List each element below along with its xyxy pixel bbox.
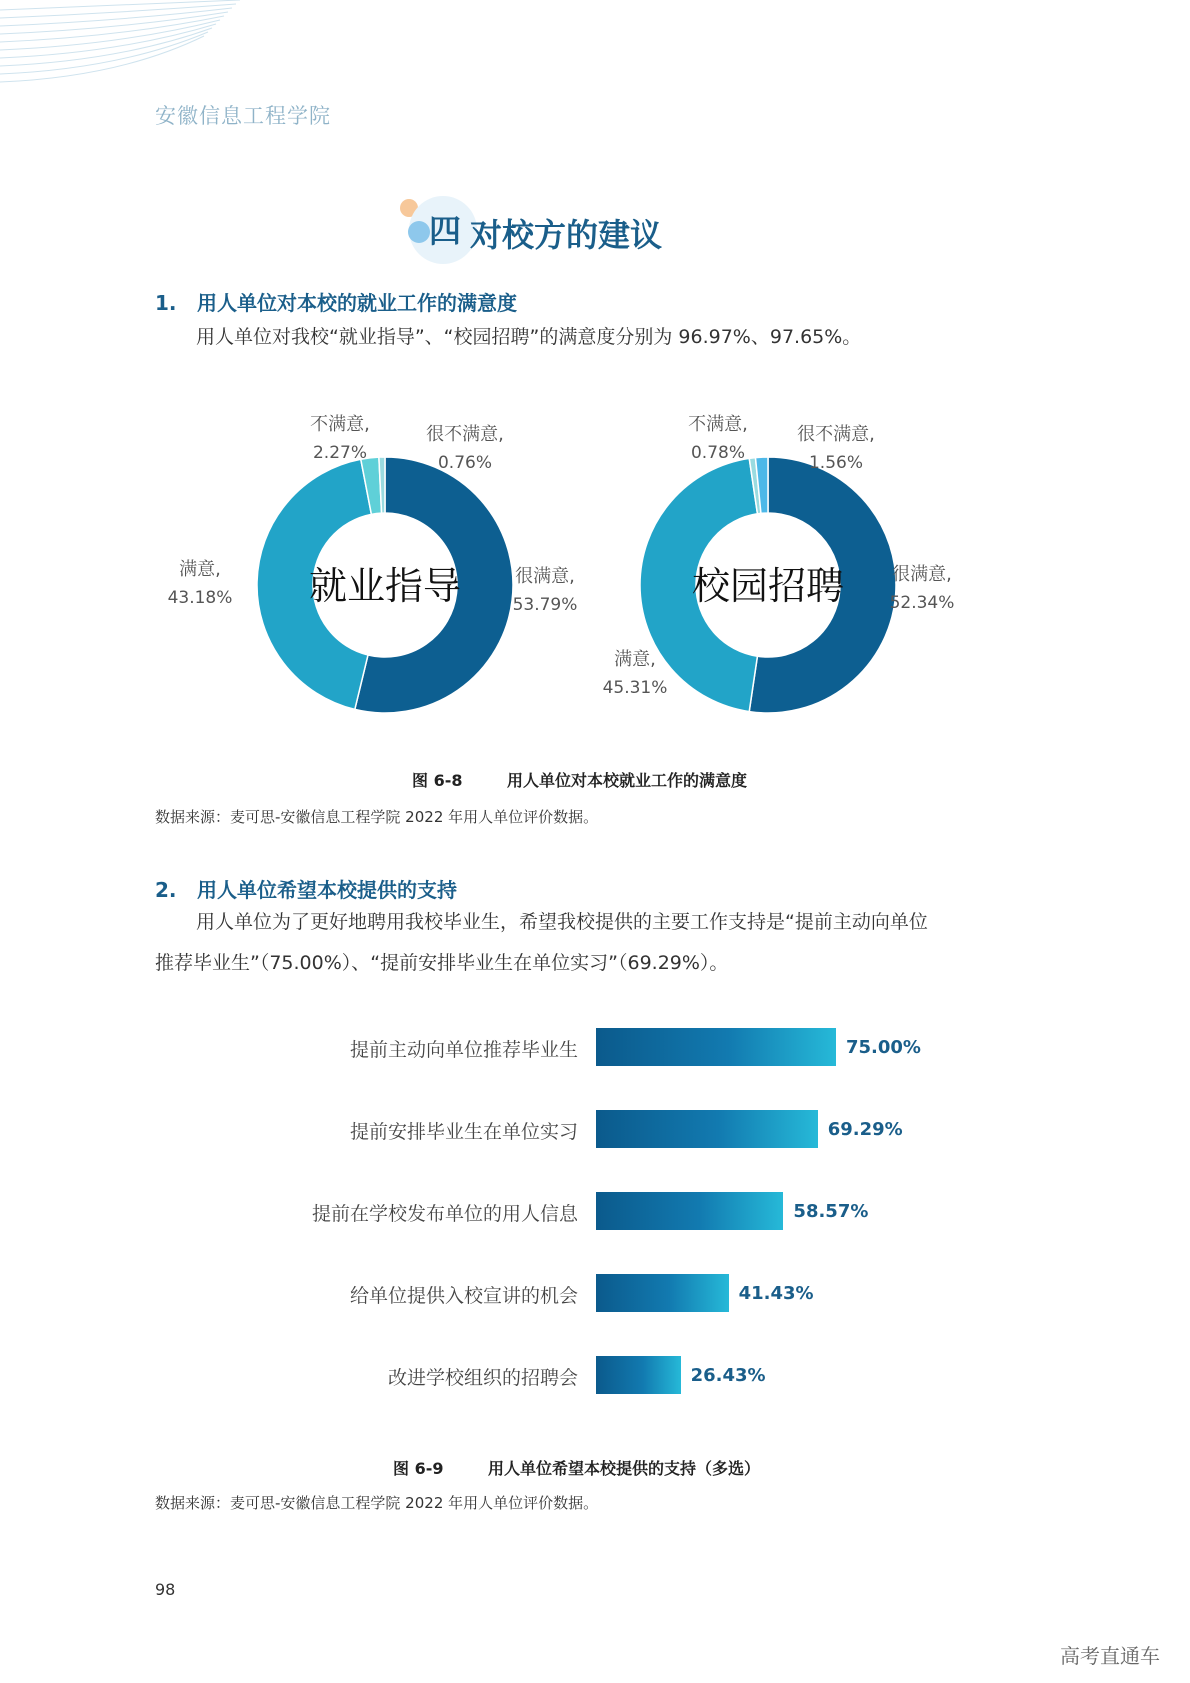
donut-slice-value: 1.56% [808, 453, 864, 473]
figure-6-8-source: 数据来源：麦可思-安徽信息工程学院 2022 年用人单位评价数据。 [155, 808, 599, 826]
subsection-1-title [155, 287, 517, 316]
bar [596, 1110, 818, 1148]
figure-6-9-source: 数据来源：麦可思-安徽信息工程学院 2022 年用人单位评价数据。 [155, 1494, 599, 1512]
donut-slice-value: 43.18% [167, 588, 233, 608]
header-school-name: 安徽信息工程学院 [155, 104, 331, 128]
bar [596, 1028, 836, 1066]
section-badge-number: 四 [428, 212, 462, 250]
bar-value-label: 41.43% [738, 1283, 814, 1304]
subsection-1-number: 1. [155, 291, 177, 315]
donut-slice-value: 45.31% [602, 678, 668, 698]
bar-category-label: 提前安排毕业生在单位实习 [349, 1121, 578, 1143]
donut-slice-label: 很满意, [515, 566, 575, 587]
donut-center-label: 校园招聘 [691, 564, 845, 608]
bar [596, 1356, 681, 1394]
subsection-2-paragraph-line1: 用人单位为了更好地聘用我校毕业生，希望我校提供的主要工作支持是“提前主动向单位 [196, 911, 928, 933]
donut-chart-employment-guidance [168, 414, 578, 713]
subsection-1-heading: 用人单位对本校的就业工作的满意度 [197, 291, 517, 315]
subsection-2-number: 2. [155, 878, 177, 902]
section-title: 对校方的建议 [470, 216, 663, 254]
watermark: 高考直通车 [1060, 1644, 1160, 1668]
bar-category-label: 给单位提供入校宣讲的机会 [349, 1285, 578, 1307]
bar-value-label: 69.29% [827, 1119, 903, 1140]
figure-6-9-caption: 图 6-9 用人单位希望本校提供的支持（多选） [393, 1459, 761, 1478]
bar [596, 1274, 729, 1312]
donut-center-label: 就业指导 [308, 564, 462, 608]
subsection-2-heading: 用人单位希望本校提供的支持 [197, 878, 457, 902]
donut-slice-value: 2.27% [312, 443, 368, 463]
donut-slice-value: 53.79% [512, 595, 578, 615]
bar-value-label: 75.00% [846, 1037, 921, 1058]
figure-6-8-caption: 图 6-8 用人单位对本校就业工作的满意度 [412, 771, 748, 790]
donut-chart-campus-recruitment [603, 414, 955, 713]
page-number: 98 [155, 1580, 176, 1599]
donut-slice-label: 很满意, [892, 564, 952, 585]
donut-slice-value: 52.34% [889, 593, 955, 613]
donut-slice-label: 不满意, [688, 414, 748, 435]
donut-slice-label: 很不满意, [426, 424, 504, 445]
subsection-1-paragraph: 用人单位对我校“就业指导”、“校园招聘”的满意度分别为 96.97%、97.65%。 [196, 326, 862, 348]
donut-charts [0, 400, 1190, 740]
bar [596, 1192, 783, 1230]
subsection-2-paragraph-line2: 推荐毕业生”（75.00%）、“提前安排毕业生在单位实习”（69.29%）。 [155, 952, 729, 974]
donut-slice-label: 不满意, [310, 414, 370, 435]
subsection-2-title [155, 874, 457, 903]
donut-slice-value: 0.78% [690, 443, 746, 463]
bar-category-label: 改进学校组织的招聘会 [387, 1367, 578, 1389]
bar-value-label: 58.57% [793, 1201, 869, 1222]
donut-slice-label: 很不满意, [797, 424, 875, 445]
bar-category-label: 提前在学校发布单位的用人信息 [311, 1203, 578, 1225]
bar-value-label: 26.43% [690, 1365, 766, 1386]
donut-slice-label: 满意, [614, 649, 656, 670]
bar-category-label: 提前主动向单位推荐毕业生 [349, 1039, 578, 1061]
donut-slice-value: 0.76% [437, 453, 493, 473]
donut-slice-label: 满意, [179, 559, 221, 580]
